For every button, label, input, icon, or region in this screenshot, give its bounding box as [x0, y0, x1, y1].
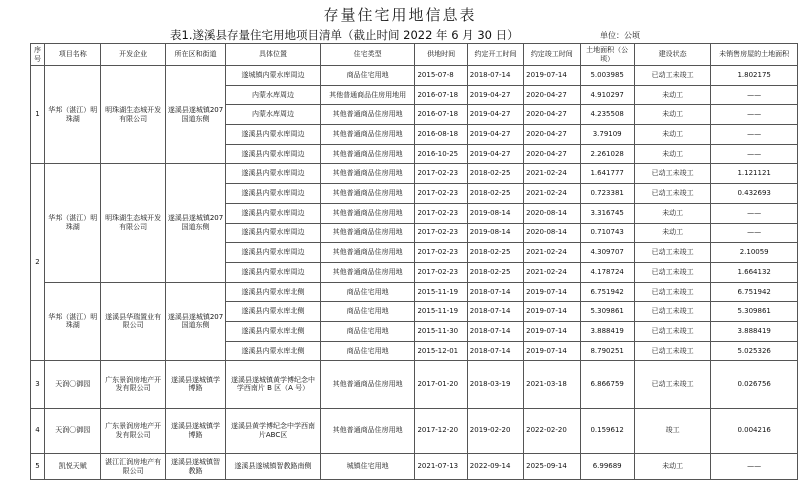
cell-housing-type: 其他普通商品住房用地	[320, 243, 415, 263]
header-land-area: 土地面积（公顷）	[580, 44, 634, 66]
cell-supply-date: 2017-12-20	[415, 408, 467, 453]
cell-land-area: 0.723381	[580, 184, 634, 204]
cell-location: 内蒙水库周边	[226, 85, 321, 105]
cell-finish-date: 2019-07-14	[524, 282, 580, 302]
cell-unsold-area: 3.888419	[711, 321, 798, 341]
cell-supply-date: 2017-02-23	[415, 243, 467, 263]
cell-finish-date: 2021-02-24	[524, 164, 580, 184]
header-unsold-area: 未销售房屋的土地面积	[711, 44, 798, 66]
cell-company: 遂溪县华瑞置业有限公司	[101, 282, 165, 361]
cell-build-status: 未动工	[634, 125, 710, 145]
header-location: 具体位置	[226, 44, 321, 66]
cell-seq: 5	[31, 453, 45, 480]
cell-location: 遂溪县内蒙水库北侧	[226, 302, 321, 322]
cell-supply-date: 2016-08-18	[415, 125, 467, 145]
cell-unsold-area: ——	[711, 105, 798, 125]
cell-finish-date: 2020-04-27	[524, 85, 580, 105]
land-info-table	[30, 43, 798, 480]
cell-location: 遂溪县内蒙水库周边	[226, 223, 321, 243]
cell-company: 湛江汇润房地产有限公司	[101, 453, 165, 480]
cell-housing-type: 其他普通商品住房用地	[320, 203, 415, 223]
cell-unsold-area: 6.751942	[711, 282, 798, 302]
cell-build-status: 已动工未竣工	[634, 66, 710, 86]
cell-land-area: 4.178724	[580, 262, 634, 282]
cell-location: 遂溪县内蒙水库周边	[226, 262, 321, 282]
cell-project-name: 天润〇御园	[45, 361, 101, 408]
cell-district: 遂溪县遂城镇学博路	[165, 361, 225, 408]
cell-start-date: 2022-09-14	[467, 453, 523, 480]
cell-finish-date: 2019-07-14	[524, 341, 580, 361]
cell-housing-type: 商品住宅用地	[320, 341, 415, 361]
cell-finish-date: 2020-08-14	[524, 223, 580, 243]
cell-district: 遂溪县遂城镇学博路	[165, 408, 225, 453]
cell-finish-date: 2019-07-14	[524, 66, 580, 86]
cell-location: 遂溪县内蒙水库周边	[226, 144, 321, 164]
cell-finish-date: 2021-03-18	[524, 361, 580, 408]
cell-location: 遂溪县内蒙水库周边	[226, 164, 321, 184]
cell-supply-date: 2015-07-8	[415, 66, 467, 86]
cell-housing-type: 其他普通商品住房用地	[320, 105, 415, 125]
cell-seq: 4	[31, 408, 45, 453]
unit-label: 单位：公顷	[600, 31, 640, 40]
cell-build-status: 已动工未竣工	[634, 262, 710, 282]
header-district: 所在区和街道	[165, 44, 225, 66]
cell-supply-date: 2015-12-01	[415, 341, 467, 361]
cell-company: 广东景润房地产开发有限公司	[101, 361, 165, 408]
cell-build-status: 已动工未竣工	[634, 302, 710, 322]
cell-build-status: 未动工	[634, 144, 710, 164]
header-row	[31, 44, 798, 66]
cell-build-status: 未动工	[634, 203, 710, 223]
cell-build-status: 已动工未竣工	[634, 321, 710, 341]
cell-build-status: 已动工未竣工	[634, 164, 710, 184]
cell-start-date: 2018-07-14	[467, 341, 523, 361]
cell-unsold-area: 0.004216	[711, 408, 798, 453]
page-title: 存量住宅用地信息表	[323, 6, 477, 24]
cell-start-date: 2018-07-14	[467, 282, 523, 302]
cell-project-name: 华邦（湛江）明珠湖	[45, 164, 101, 282]
table-row	[31, 66, 798, 86]
cell-land-area: 3.888419	[580, 321, 634, 341]
cell-housing-type: 其他普通商品住房用地	[320, 144, 415, 164]
cell-supply-date: 2016-07-18	[415, 105, 467, 125]
cell-start-date: 2019-02-20	[467, 408, 523, 453]
cell-build-status: 已动工未竣工	[634, 282, 710, 302]
cell-location: 遂溪县内蒙水库北侧	[226, 341, 321, 361]
cell-finish-date: 2025-09-14	[524, 453, 580, 480]
cell-land-area: 3.79109	[580, 125, 634, 145]
cell-finish-date: 2021-02-24	[524, 243, 580, 263]
cell-housing-type: 其他普通商品住房用地	[320, 361, 415, 408]
cell-location: 遂溪县内蒙水库周边	[226, 203, 321, 223]
cell-start-date: 2019-04-27	[467, 105, 523, 125]
cell-supply-date: 2017-02-23	[415, 184, 467, 204]
cell-location: 遂溪县内蒙水库周边	[226, 184, 321, 204]
cell-land-area: 0.159612	[580, 408, 634, 453]
cell-project-name: 天润〇御园	[45, 408, 101, 453]
cell-start-date: 2018-02-25	[467, 164, 523, 184]
cell-housing-type: 其他普通商品住房用地	[320, 408, 415, 453]
cell-unsold-area: ——	[711, 144, 798, 164]
cell-location: 遂溪县遂城镇智教路南侧	[226, 453, 321, 480]
cell-land-area: 5.003985	[580, 66, 634, 86]
cell-build-status: 未动工	[634, 105, 710, 125]
cell-unsold-area: ——	[711, 125, 798, 145]
cell-land-area: 6.866759	[580, 361, 634, 408]
cell-location: 遂溪县内蒙水库北侧	[226, 282, 321, 302]
cell-land-area: 3.316745	[580, 203, 634, 223]
cell-unsold-area: 1.121121	[711, 164, 798, 184]
cell-housing-type: 商品住宅用地	[320, 321, 415, 341]
cell-location: 遂溪县内蒙水库周边	[226, 243, 321, 263]
cell-finish-date: 2021-02-24	[524, 184, 580, 204]
cell-build-status: 已动工未竣工	[634, 341, 710, 361]
cell-supply-date: 2016-07-18	[415, 85, 467, 105]
cell-supply-date: 2017-02-23	[415, 203, 467, 223]
cell-start-date: 2019-04-27	[467, 85, 523, 105]
cell-land-area: 0.710743	[580, 223, 634, 243]
cell-housing-type: 其他普通商品住房用地	[320, 164, 415, 184]
cell-land-area: 4.309707	[580, 243, 634, 263]
cell-supply-date: 2017-02-23	[415, 164, 467, 184]
cell-land-area: 4.235508	[580, 105, 634, 125]
cell-unsold-area: 1.802175	[711, 66, 798, 86]
cell-supply-date: 2021-07-13	[415, 453, 467, 480]
cell-finish-date: 2020-04-27	[524, 125, 580, 145]
cell-seq: 3	[31, 361, 45, 408]
cell-finish-date: 2019-07-14	[524, 321, 580, 341]
cell-company: 广东景润房地产开发有限公司	[101, 408, 165, 453]
header-company: 开发企业	[101, 44, 165, 66]
cell-district: 遂溪县遂城镇207国道东侧	[165, 66, 225, 164]
cell-seq: 1	[31, 66, 45, 164]
cell-unsold-area: 5.309861	[711, 302, 798, 322]
cell-land-area: 1.641777	[580, 164, 634, 184]
cell-build-status: 已动工未竣工	[634, 243, 710, 263]
cell-start-date: 2018-07-14	[467, 302, 523, 322]
table-row	[31, 361, 798, 408]
cell-unsold-area: 0.432693	[711, 184, 798, 204]
cell-supply-date: 2015-11-19	[415, 302, 467, 322]
cell-supply-date: 2015-11-30	[415, 321, 467, 341]
cell-unsold-area: 0.026756	[711, 361, 798, 408]
cell-land-area: 2.261028	[580, 144, 634, 164]
table-row	[31, 164, 798, 184]
cell-project-name: 华邦（湛江）明珠湖	[45, 66, 101, 164]
cell-housing-type: 其他普通商品住房用地	[320, 125, 415, 145]
header-housing-type: 住宅类型	[320, 44, 415, 66]
cell-housing-type: 商品住宅用地	[320, 302, 415, 322]
cell-location: 遂溪县内蒙水库北侧	[226, 321, 321, 341]
cell-land-area: 5.309861	[580, 302, 634, 322]
cell-build-status: 未动工	[634, 223, 710, 243]
cell-finish-date: 2022-02-20	[524, 408, 580, 453]
cell-unsold-area: ——	[711, 223, 798, 243]
cell-supply-date: 2017-02-23	[415, 223, 467, 243]
cell-supply-date: 2015-11-19	[415, 282, 467, 302]
cell-housing-type: 城镇住宅用地	[320, 453, 415, 480]
cell-finish-date: 2021-02-24	[524, 262, 580, 282]
cell-location: 遂溪县内蒙水库周边	[226, 125, 321, 145]
cell-seq: 2	[31, 164, 45, 361]
cell-location: 遂溪县遂城镇黄学博纪念中学西南片 B 区（A 号）	[226, 361, 321, 408]
cell-start-date: 2018-02-25	[467, 243, 523, 263]
cell-land-area: 4.910297	[580, 85, 634, 105]
cell-start-date: 2018-02-25	[467, 262, 523, 282]
cell-supply-date: 2017-01-20	[415, 361, 467, 408]
cell-location: 遂城镇内蒙水库周边	[226, 66, 321, 86]
cell-land-area: 6.99689	[580, 453, 634, 480]
cell-unsold-area: ——	[711, 85, 798, 105]
table-row	[31, 453, 798, 480]
cell-finish-date: 2020-08-14	[524, 203, 580, 223]
table-row	[31, 282, 798, 302]
cell-location: 内蒙水库周边	[226, 105, 321, 125]
cell-start-date: 2019-08-14	[467, 203, 523, 223]
header-seq: 序号	[31, 44, 45, 66]
cell-finish-date: 2020-04-27	[524, 105, 580, 125]
cell-unsold-area: 5.025326	[711, 341, 798, 361]
cell-start-date: 2018-07-14	[467, 66, 523, 86]
cell-district: 遂溪县遂城镇207国道东侧	[165, 164, 225, 282]
cell-housing-type: 其他普通商品住房用地用	[320, 85, 415, 105]
table-caption: 表1.遂溪县存量住宅用地项目清单（截止时间 2022 年 6 月 30 日）	[170, 28, 519, 42]
header-start-date: 约定开工时间	[467, 44, 523, 66]
cell-supply-date: 2017-02-23	[415, 262, 467, 282]
cell-project-name: 华邦（湛江）明珠湖	[45, 282, 101, 361]
cell-project-name: 凯悦天赋	[45, 453, 101, 480]
cell-land-area: 6.751942	[580, 282, 634, 302]
cell-supply-date: 2016-10-25	[415, 144, 467, 164]
cell-company: 明珠湖生态城开发有限公司	[101, 164, 165, 282]
cell-start-date: 2019-04-27	[467, 125, 523, 145]
cell-unsold-area: 2.10059	[711, 243, 798, 263]
header-supply-date: 供地时间	[415, 44, 467, 66]
cell-company: 明珠湖生态城开发有限公司	[101, 66, 165, 164]
cell-unsold-area: ——	[711, 203, 798, 223]
cell-housing-type: 商品住宅用地	[320, 282, 415, 302]
cell-location: 遂溪县黄学博纪念中学西南片ABC区	[226, 408, 321, 453]
cell-start-date: 2018-03-19	[467, 361, 523, 408]
cell-housing-type: 商品住宅用地	[320, 66, 415, 86]
cell-start-date: 2019-08-14	[467, 223, 523, 243]
cell-unsold-area: ——	[711, 453, 798, 480]
table-body	[31, 66, 798, 480]
cell-finish-date: 2020-04-27	[524, 144, 580, 164]
cell-housing-type: 其他普通商品住房用地	[320, 184, 415, 204]
cell-build-status: 未动工	[634, 453, 710, 480]
cell-district: 遂溪县遂城镇智教路	[165, 453, 225, 480]
cell-district: 遂溪县遂城镇207国道东侧	[165, 282, 225, 361]
cell-build-status: 已动工未竣工	[634, 184, 710, 204]
cell-finish-date: 2019-07-14	[524, 302, 580, 322]
header-project-name: 项目名称	[45, 44, 101, 66]
cell-unsold-area: 1.664132	[711, 262, 798, 282]
header-build-status: 建设状态	[634, 44, 710, 66]
cell-housing-type: 其他普通商品住房用地	[320, 223, 415, 243]
header-finish-date: 约定竣工时间	[524, 44, 580, 66]
cell-start-date: 2019-04-27	[467, 144, 523, 164]
cell-build-status: 竣工	[634, 408, 710, 453]
cell-start-date: 2018-07-14	[467, 321, 523, 341]
cell-start-date: 2018-02-25	[467, 184, 523, 204]
cell-land-area: 8.790251	[580, 341, 634, 361]
table-row	[31, 408, 798, 453]
cell-build-status: 已动工未竣工	[634, 361, 710, 408]
cell-build-status: 未动工	[634, 85, 710, 105]
cell-housing-type: 其他普通商品住房用地	[320, 262, 415, 282]
